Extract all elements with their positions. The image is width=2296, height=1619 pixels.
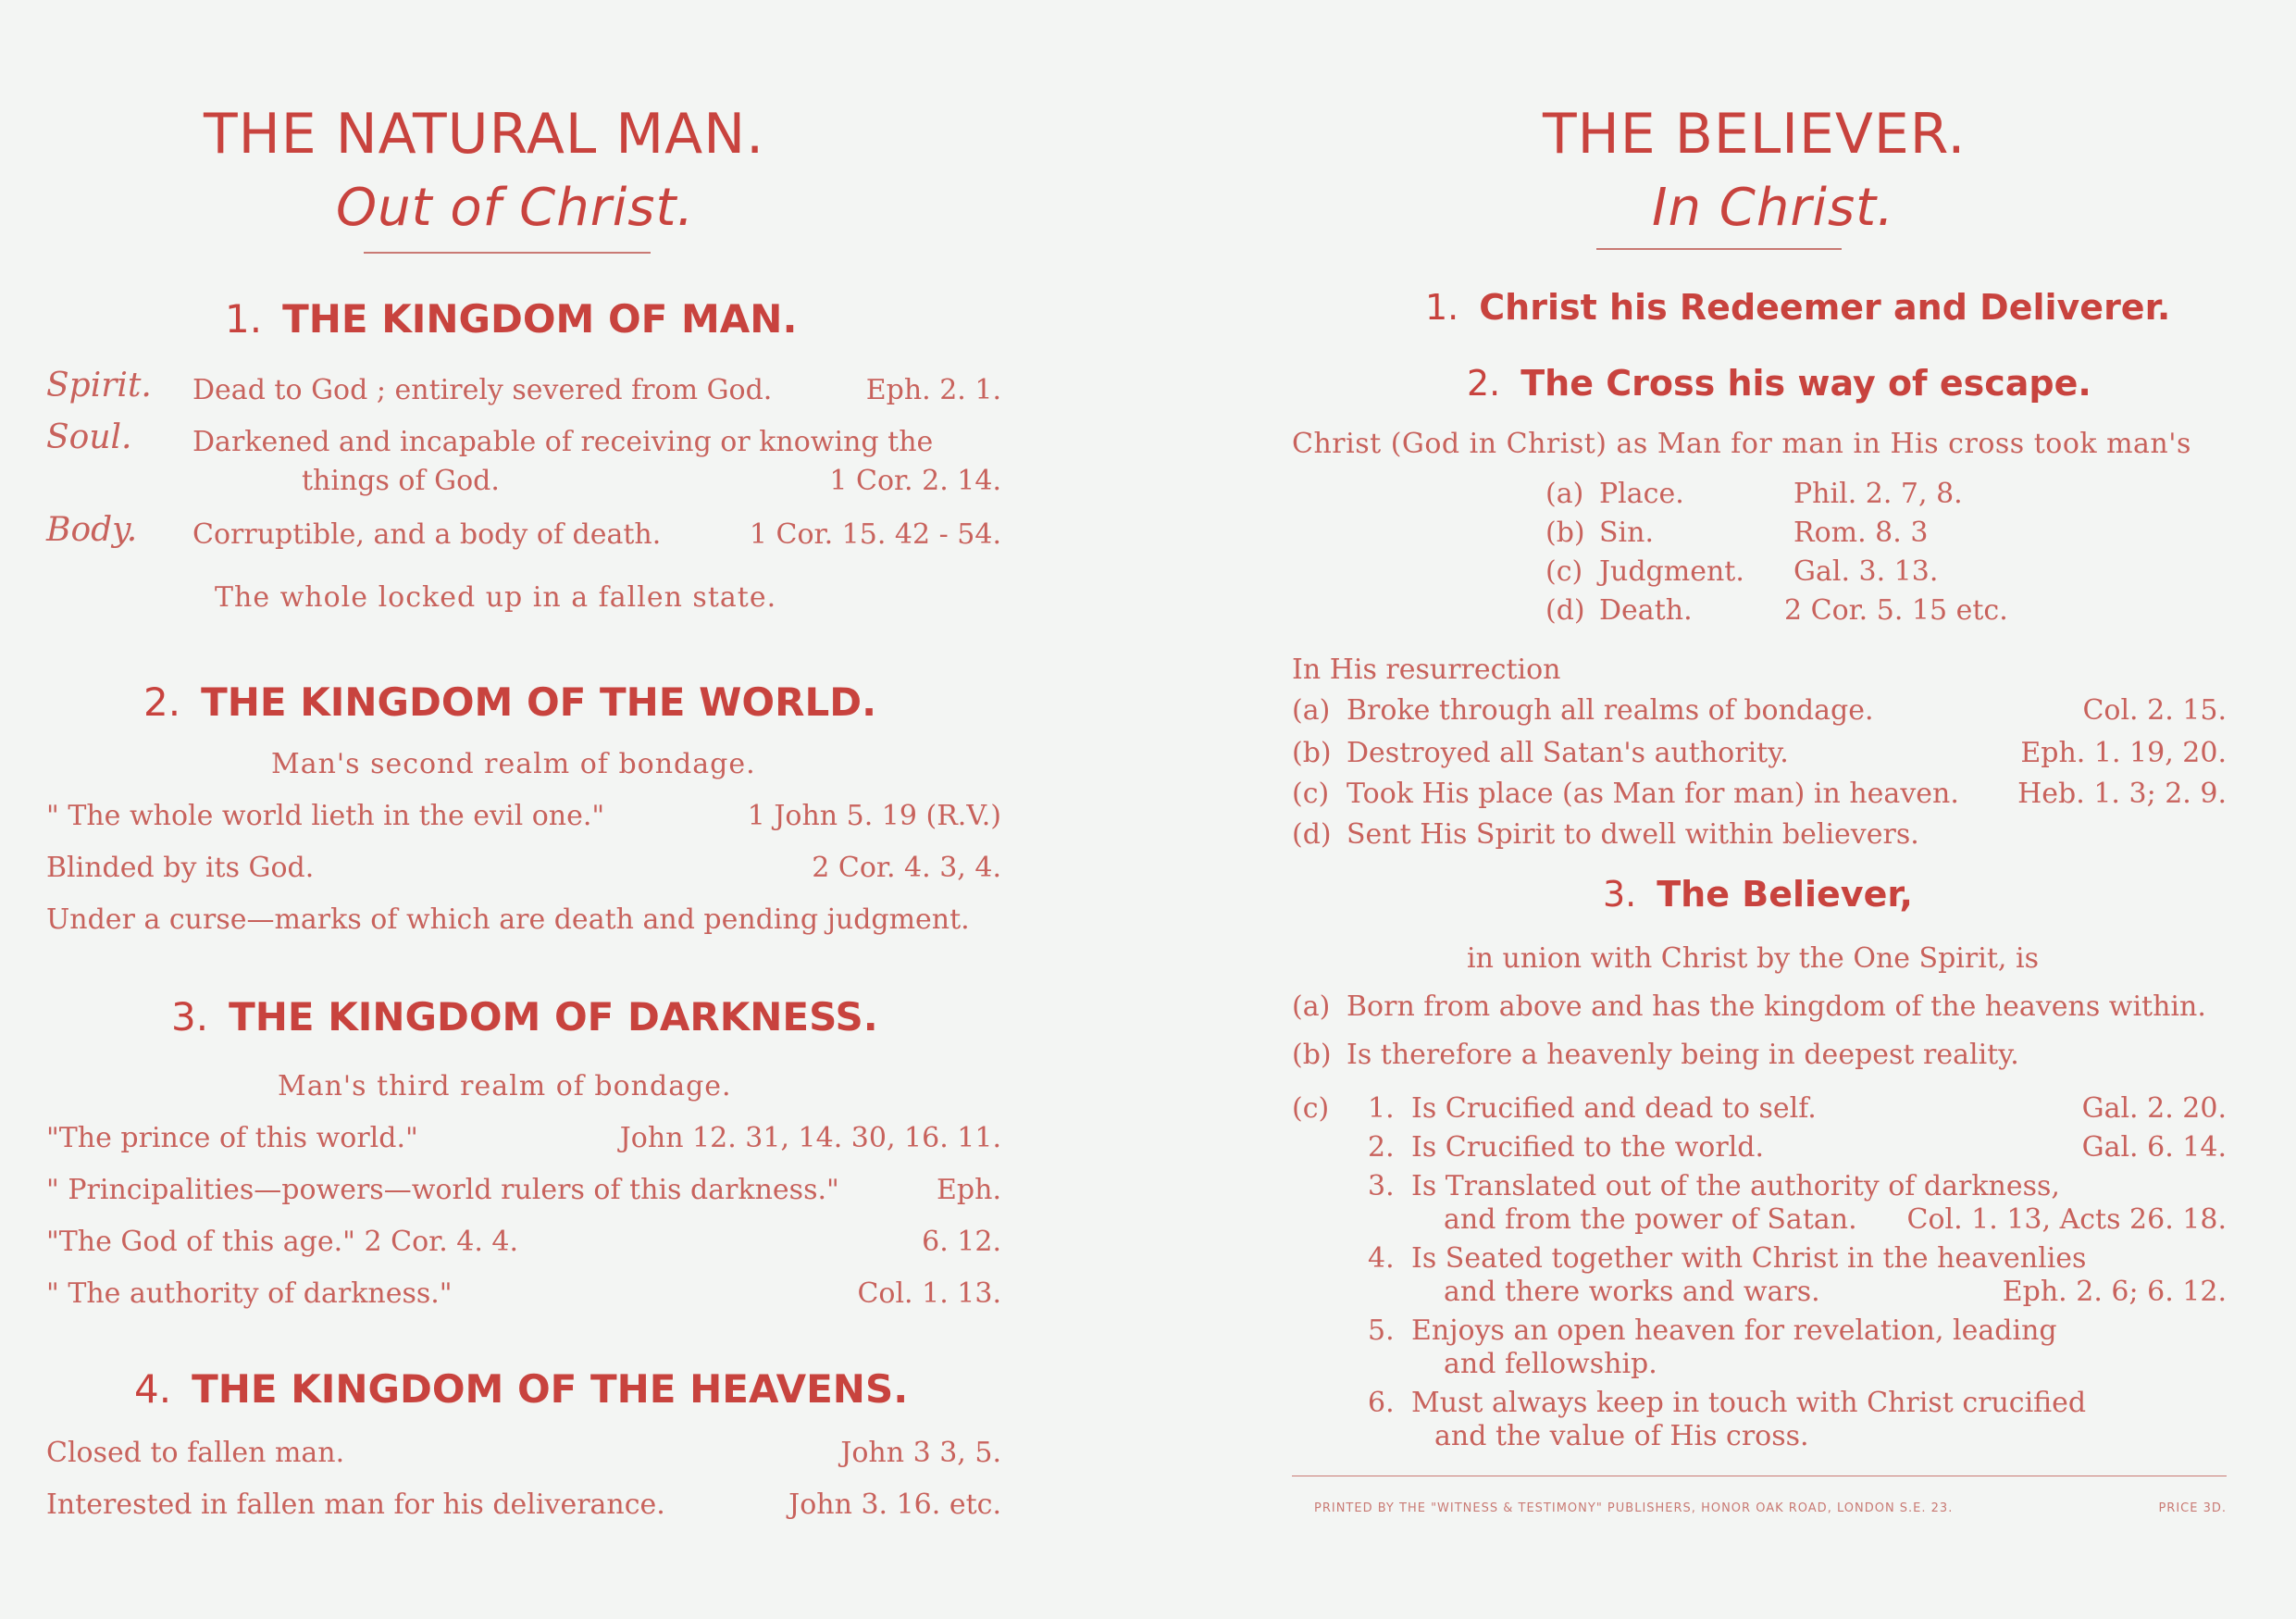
line-ref: John 3 3, 5. [840, 1437, 1001, 1469]
right-title: THE BELIEVER. [1543, 102, 1967, 167]
right-subtitle: In Christ. [1652, 178, 1894, 238]
sub-item-text: Is Seated together with Christ in the heavenlies [1411, 1242, 2087, 1275]
section-heading [143, 679, 876, 725]
section-heading [1425, 287, 2170, 328]
line-ref: 2 Cor. 4. 3, 4. [812, 852, 1001, 884]
right-page [1277, 0, 2296, 1619]
section-number: 1. [225, 296, 263, 342]
line-ref: John 3. 16. etc. [788, 1488, 1001, 1521]
section-number: 2. [143, 679, 181, 725]
item-ref: 2 Cor. 5. 15 etc. [1784, 594, 2008, 627]
section-intro: in union with Christ by the One Spirit, is [1467, 942, 2039, 975]
item-text: Is therefore a heavenly being in deepest reality. [1347, 1039, 2019, 1071]
row-ref: 1 Cor. 15. 42 - 54. [749, 518, 1001, 551]
item-text: Destroyed all Satan's authority. [1347, 737, 1789, 769]
line-text: Blinded by its God. [46, 852, 315, 884]
line-text: Under a curse—marks of which are death and pending judgment. [46, 903, 970, 936]
item-text: Place. [1599, 478, 1684, 510]
item-letter: (a) [1545, 478, 1584, 510]
left-page [0, 0, 1064, 1619]
item-ref: Gal. 3. 13. [1793, 555, 1939, 588]
section-number: 4. [134, 1366, 172, 1412]
item-letter: (c) [1292, 1092, 1330, 1125]
item-ref: Heb. 1. 3; 2. 9. [2017, 778, 2227, 810]
item-letter: (a) [1292, 694, 1331, 727]
sub-item-ref: Col. 1. 13, Acts 26. 18. [1906, 1203, 2227, 1236]
line-text: " The authority of darkness." [46, 1277, 453, 1310]
line-text: Interested in fallen man for his deliverance. [46, 1488, 665, 1521]
section-number: 3. [1603, 874, 1637, 915]
item-ref: Rom. 8. 3 [1793, 517, 1929, 549]
line-ref: 1 John 5. 19 (R.V.) [747, 800, 1001, 832]
section-intro: Man's third realm of bondage. [278, 1070, 732, 1102]
line-text: " Principalities—powers—world rulers of this darkness." [46, 1174, 839, 1206]
line-ref: 6. 12. [922, 1226, 1001, 1258]
item-text: Sin. [1599, 517, 1655, 549]
sub-item-number: 1. [1368, 1092, 1395, 1125]
section-title: Christ his Redeemer and Deliverer. [1479, 287, 2171, 328]
line-ref: Eph. [937, 1174, 1001, 1206]
row-label: Spirit. [46, 367, 152, 405]
line-text: "The prince of this world." [46, 1122, 418, 1154]
sub-item-ref: Gal. 2. 20. [2081, 1092, 2227, 1125]
item-letter: (b) [1545, 517, 1585, 549]
row-ref: 1 Cor. 2. 14. [829, 465, 1001, 497]
item-text: Judgment. [1599, 555, 1744, 588]
resurrection-intro: In His resurrection [1292, 654, 1561, 686]
section-title: The Cross his way of escape. [1520, 363, 2091, 404]
sub-item-text-continued: and the value of His cross. [1434, 1420, 1809, 1452]
line-text: "The God of this age." 2 Cor. 4. 4. [46, 1226, 519, 1258]
left-subtitle: Out of Christ. [336, 178, 695, 238]
printer-imprint: PRINTED BY THE "WITNESS & TESTIMONY" PUBLISHERS, HONOR OAK ROAD, LONDON S.E. 23. [1314, 1501, 1954, 1515]
item-ref: Col. 2. 15. [2082, 694, 2227, 727]
item-letter: (d) [1545, 594, 1585, 627]
line-text: " The whole world lieth in the evil one." [46, 800, 605, 832]
section-number: 1. [1425, 287, 1459, 328]
item-text: Born from above and has the kingdom of the heavens within. [1347, 990, 2206, 1023]
section-heading [134, 1366, 908, 1412]
item-letter: (a) [1292, 990, 1331, 1023]
title-divider [1596, 248, 1842, 250]
item-letter: (c) [1545, 555, 1583, 588]
sub-item-text: Is Translated out of the authority of darkness, [1411, 1170, 2060, 1202]
sub-item-text: Enjoys an open heaven for revelation, leading [1411, 1314, 2057, 1347]
section-title: THE KINGDOM OF THE WORLD. [201, 679, 877, 725]
row-text: Corruptible, and a body of death. [192, 518, 662, 551]
section-intro: Christ (God in Christ) as Man for man in His cross took man's [1292, 428, 2191, 460]
section-heading [1467, 363, 2091, 404]
section-title: THE KINGDOM OF MAN. [282, 296, 798, 342]
section-number: 3. [171, 994, 209, 1040]
item-letter: (d) [1292, 818, 1332, 851]
item-ref: Eph. 1. 19, 20. [2020, 737, 2227, 769]
sub-item-ref: Eph. 2. 6; 6. 12. [2002, 1276, 2227, 1308]
row-ref: Eph. 2. 1. [865, 374, 1001, 406]
section-number: 2. [1467, 363, 1501, 404]
item-text: Broke through all realms of bondage. [1347, 694, 1874, 727]
price-label: PRICE 3D. [2158, 1501, 2227, 1515]
sub-item-text-continued: and there works and wars. [1444, 1276, 1820, 1308]
section-title: The Believer, [1657, 874, 1913, 915]
sub-item-text: Must always keep in touch with Christ crucified [1411, 1387, 2087, 1419]
item-text: Took His place (as Man for man) in heaven. [1347, 778, 1959, 810]
section-heading [171, 994, 878, 1040]
item-text: Sent His Spirit to dwell within believers. [1347, 818, 1919, 851]
sub-item-number: 5. [1368, 1314, 1395, 1347]
section-title: THE KINGDOM OF THE HEAVENS. [192, 1366, 909, 1412]
left-title: THE NATURAL MAN. [204, 102, 765, 167]
item-text: Death. [1599, 594, 1693, 627]
line-text: Closed to fallen man. [46, 1437, 345, 1469]
item-letter: (b) [1292, 737, 1332, 769]
sub-item-text-continued: and from the power of Satan. [1444, 1203, 1857, 1236]
sub-item-number: 2. [1368, 1131, 1395, 1164]
section-summary: The whole locked up in a fallen state. [215, 581, 777, 614]
row-text: Dead to God ; entirely severed from God. [192, 374, 773, 406]
row-text-continued: things of God. [302, 465, 500, 497]
sub-item-number: 4. [1368, 1242, 1395, 1275]
title-divider [364, 252, 651, 254]
sub-item-ref: Gal. 6. 14. [2081, 1131, 2227, 1164]
section-intro: Man's second realm of bondage. [271, 748, 756, 780]
sub-item-text: Is Crucified and dead to self. [1411, 1092, 1817, 1125]
item-ref: Phil. 2. 7, 8. [1793, 478, 1963, 510]
row-label: Body. [46, 511, 138, 549]
sub-item-text-continued: and fellowship. [1444, 1348, 1657, 1380]
section-heading [1603, 874, 1913, 915]
section-title: THE KINGDOM OF DARKNESS. [229, 994, 878, 1040]
item-letter: (c) [1292, 778, 1330, 810]
row-text: Darkened and incapable of receiving or knowing the [192, 426, 934, 458]
sub-item-text: Is Crucified to the world. [1411, 1131, 1765, 1164]
section-heading [225, 296, 797, 342]
item-letter: (b) [1292, 1039, 1332, 1071]
sub-item-number: 6. [1368, 1387, 1395, 1419]
line-ref: John 12. 31, 14. 30, 16. 11. [619, 1122, 1001, 1154]
line-ref: Col. 1. 13. [857, 1277, 1001, 1310]
row-label: Soul. [46, 418, 132, 456]
sub-item-number: 3. [1368, 1170, 1395, 1202]
